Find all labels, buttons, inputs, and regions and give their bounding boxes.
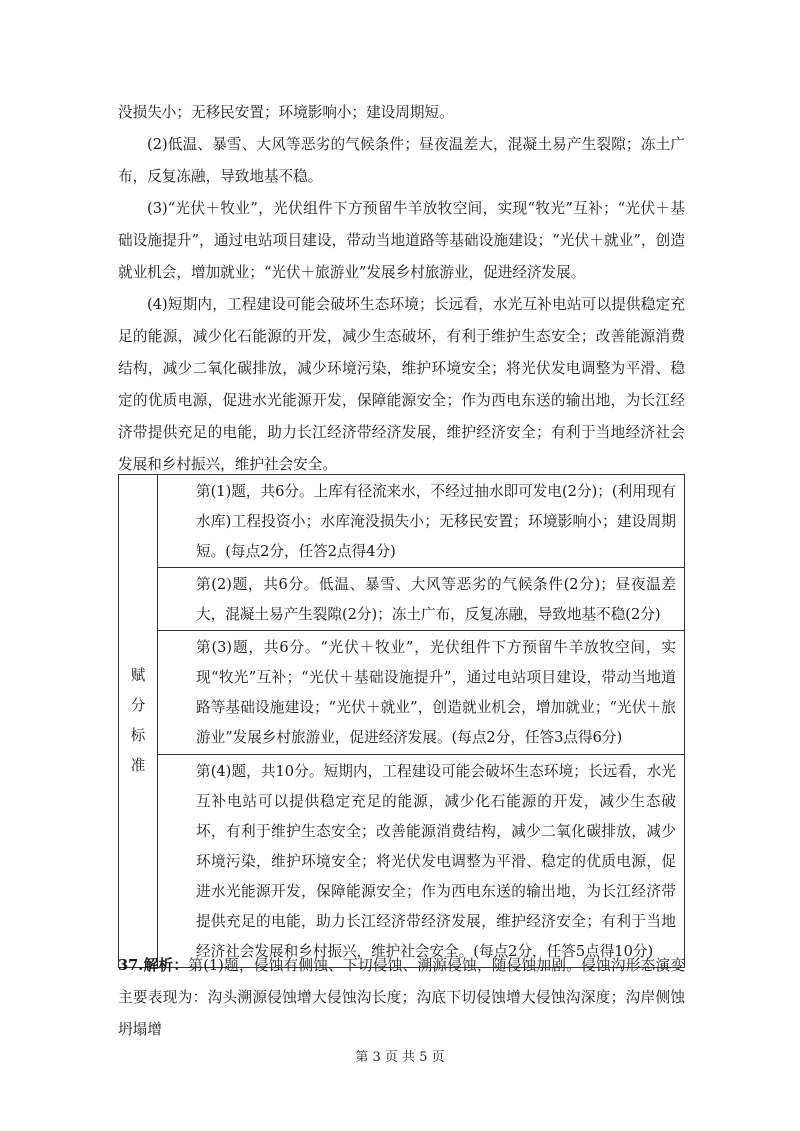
question-37-analysis	[118, 950, 685, 1046]
rubric-label-char: 赋	[130, 667, 146, 684]
answer-paragraph-2: (2)低温、暴雪、大风等恶劣的气候条件；昼夜温差大，混凝土易产生裂隙；冻土广布，反复冻融，导致地基不稳。	[118, 136, 685, 185]
question-37-text: 第(1)题，侵蚀有侧蚀、下切侵蚀、溯源侵蚀，随侵蚀加剧。侵蚀沟形态演变主要表现为：沟头溯源侵蚀增大侵蚀沟长度；沟底下切侵蚀增大侵蚀沟深度；沟岸侧蚀坍塌增	[118, 957, 686, 1038]
answer-paragraph-4: (4)短期内，工程建设可能会破坏生态环境；长远看，水光互补电站可以提供稳定充足的能源，减少化石能源的开发，减少生态破坏，有利于维护生态安全；改善能源消费结构，减少二氧化碳排放，减少环境污染，维护环境安全；将光伏发电调整为平滑、稳定的优质电源，促进水光能源开发，保障能源安全；作为西电东送的输出地，为长江经济带提供充足的电能，助力长江经济带经济发展，维护经济安全；有利于当地经济社会发展和乡村振兴，维护社会安全。	[118, 296, 685, 473]
answer-line-continued: 没损失小；无移民安置；环境影响小；建设周期短。	[118, 104, 454, 121]
rubric-label-char: 标	[130, 727, 146, 744]
rubric-label	[119, 475, 158, 968]
rubric-row-q4: 第(4)题，共10分。短期内，工程建设可能会破坏生态环境；长远看，水光互补电站可以提供稳定充足的能源，减少化石能源的开发，减少生态破坏，有利于维护生态安全；改善能源消费结构，减少二氧化碳排放，减少环境污染，维护环境安全；将光伏发电调整为平滑、稳定的优质电源，促进水光能源开发，保障能源安全；作为西电东送的输出地，为长江经济带提供充足的电能，助力长江经济带经济发展，维护经济安全；有利于当地经济社会发展和乡村振兴，维护社会安全。(每点2分，任答5点得10分)	[158, 755, 685, 968]
answer-paragraph-3: (3)“光伏＋牧业”，光伏组件下方预留牛羊放牧空间，实现“牧光”互补；“光伏＋基础设施提升”，通过电站项目建设，带动当地道路等基础设施建设；“光伏＋就业”，创造就业机会，增加就业；“光伏＋旅游业”发展乡村旅游业，促进经济发展。	[118, 200, 685, 281]
rubric-row-q2: 第(2)题，共6分。低温、暴雪、大风等恶劣的气候条件(2分)；昼夜温差大，混凝土易产生裂隙(2分)；冻土广布，反复冻融，导致地基不稳(2分)	[158, 568, 685, 631]
answer-text	[118, 97, 685, 481]
page-footer: 第 3 页 共 5 页	[355, 1050, 445, 1065]
rubric-row-q3: 第(3)题，共6分。“光伏＋牧业”，光伏组件下方预留牛羊放牧空间，实现“牧光”互补；“光伏＋基础设施提升”，通过电站项目建设，带动当地道路等基础设施建设；“光伏＋就业”，创造就业机会，增加就业；“光伏＋旅游业”发展乡村旅游业，促进经济发展。(每点2分，任答3点得6分)	[158, 631, 685, 755]
rubric-row-q1: 第(1)题，共6分。上库有径流来水，不经过抽水即可发电(2分)；(利用现有水库)工程投资小；水库淹没损失小；无移民安置；环境影响小；建设周期短。(每点2分，任答2点得4分)	[158, 475, 685, 568]
rubric-label-char: 准	[130, 757, 146, 774]
scoring-rubric-table	[118, 474, 685, 968]
rubric-label-char: 分	[130, 697, 146, 714]
question-number: 37.解析：	[118, 957, 189, 974]
